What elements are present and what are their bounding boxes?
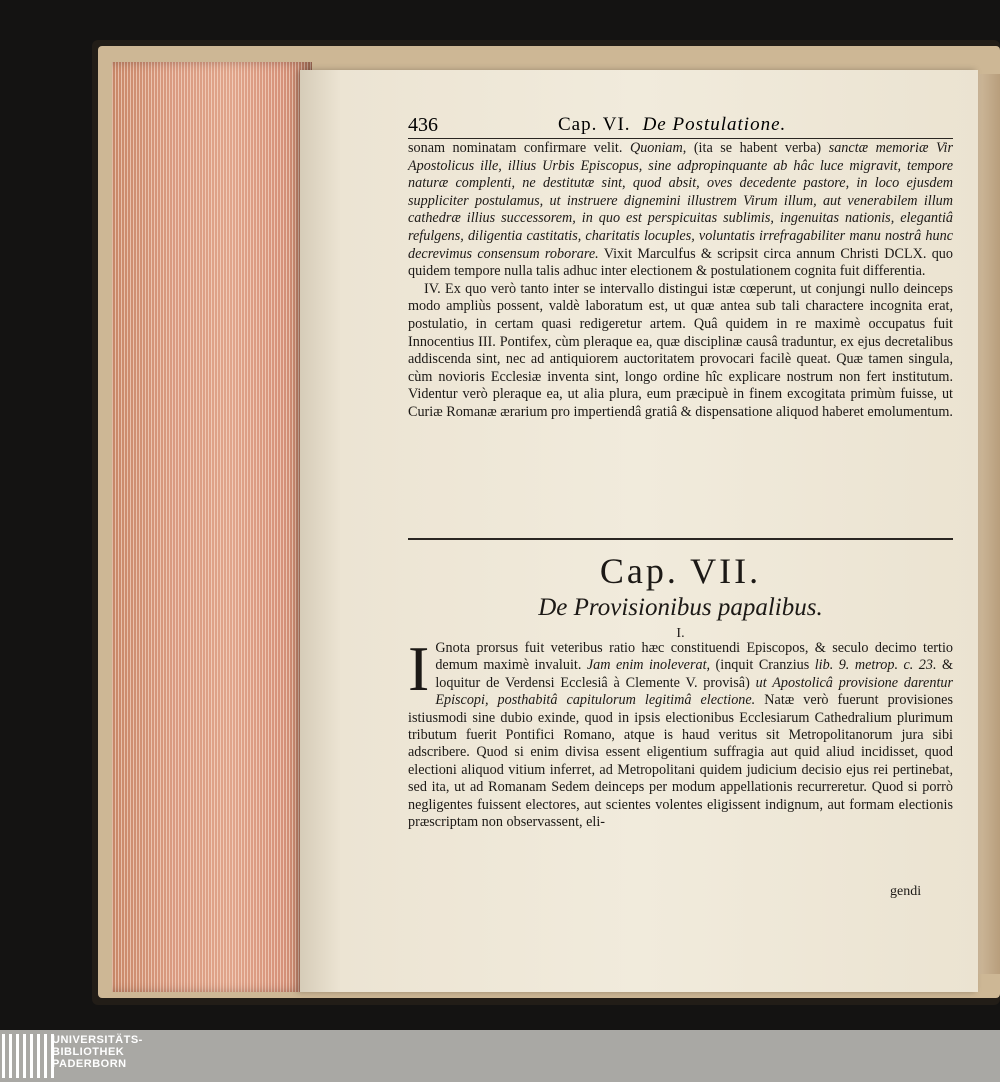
body-text-top [408,140,953,422]
running-head-chapter: Cap. VI. [558,114,631,135]
library-footer [0,1030,1000,1082]
library-name-line: PADERBORN [52,1058,127,1070]
page-number: 436 [408,114,438,136]
paragraph-iv: IV. Ex quo verò tanto inter se intervallo distingui istæ cœperunt, ut conjungi nullo deinceps modo ampliùs possent, valdè laboratum est, ut quæ antea sub tali charactere incognita erat, postulatio, in certam quasi redigeretur artem. Quâ quidem in re maximè occupatus fuit Innocentius III. Pontifex, cùm pleraque ea, quæ disciplinæ causâ traduntur, ex ejus decretalibus addiscenda sint, nec ad antiquiorem auctoritatem provocari facilè queat. Quæ tamen singula, cùm novioris Ecclesiæ inventa sint, longo ordine hîc explicare nostrum non fert institutum. Videntur verò pleraque ea, ut alia plura, eum præcipuè in finem excogitata primùm fuisse, ut Curiæ Romanæ ærarium pro impertiendâ gratiâ & dispensatione aliquod haberet emolumentum. [408,280,953,420]
chapter-title: Cap. VII. [599,551,762,591]
catchword: gendi [890,884,922,899]
library-name-line: BIBLIOTHEK [52,1046,125,1058]
next-page-edge [978,74,1000,974]
quotation-italic: sanctæ memoriæ Vir Apostolicus ille, illius Urbis Episcopus, sine adpropinquante ab hâc luce migravit, tempore naturæ complenti, ne destitutæ sint, quod absit, oves decedente pastore, in loco ejusdem suppliciter postulamus, ut instruere dignemini illustrem Virum illum, aut venerabilem illum cathedræ illius successorem, in quo est perspicuitas sublimis, ingenuitas nationis, elegantiâ refulgens, diligentia castitatis, charitatis locuples, voluntatis irrefragabiliter manu nostrâ hunc decrevimus consensum roborare. [408,140,954,262]
section-number: I. [676,626,685,641]
text-span: Natæ verò fuerunt provisiones istiusmodi sine dubio exinde, quod in ipsis electionibus Ecclesiarum Cathedralium plurimum tributum fuerit Pontifici Romano, atque is haud veritus sit Metropolitanorum jura sibi adscribere. Quod si enim divisa essent eligentium suffragia aut quid aliud incidisset, quod electioni aliquod vitium inferret, ad Metropolitani quidem judicium decisio ejus rei pertinebat, sed ita, ut ad Romanam Sedem deinceps per modum appellationis recurreretur. Quod si porrò negligentes fuissent electores, aut scientes volentes eligissent indignum, aut formam electionis præscriptam non observassent, eli- [408,692,953,831]
text-span: & loquitur de Verdensi Ecclesiâ à Clemente V. provisâ) [435,657,954,691]
library-name-line: UNIVERSITÄTS- [52,1034,143,1046]
text-span: , (ita se habent verba) [682,140,822,156]
library-logo-icon [2,1034,54,1080]
library-name [52,1034,143,1070]
quotation-italic: ut Apostolicâ provisione darentur Episcopi, posthabitâ capitulorum legitimâ electione. [435,674,953,709]
body-text-bottom [408,633,954,831]
paragraph-quotation [408,140,953,281]
drop-cap: I [408,633,430,704]
text-span: Gnota prorsus fuit veteribus ratio hæc constituendi Episcopos, & seculo decimo tertio demum maximè invaluit. [435,640,953,674]
running-head [558,114,786,136]
page-header [408,112,953,139]
citation-italic: lib. 9. metrop. c. 23. [814,657,937,674]
chapter-subtitle: De Provisionibus papalibus. [538,594,823,621]
text-line: sonam nominatam confirmare velit. [408,140,623,156]
text-italic: Jam enim inoleverat, [586,657,711,674]
text-span: (inquit Cranzius [715,657,810,674]
page-edges [112,62,312,992]
text-span: Vixit Marculfus & scripsit circa annum Christi DCLX. quo quidem tempore nulla talis adhuc inter electionem & postulationem cognita fuit differentia. [408,245,953,280]
running-head-title: De Postulatione. [642,114,787,135]
text-italic: Quoniam [629,140,683,156]
chapter-rule [408,538,953,540]
